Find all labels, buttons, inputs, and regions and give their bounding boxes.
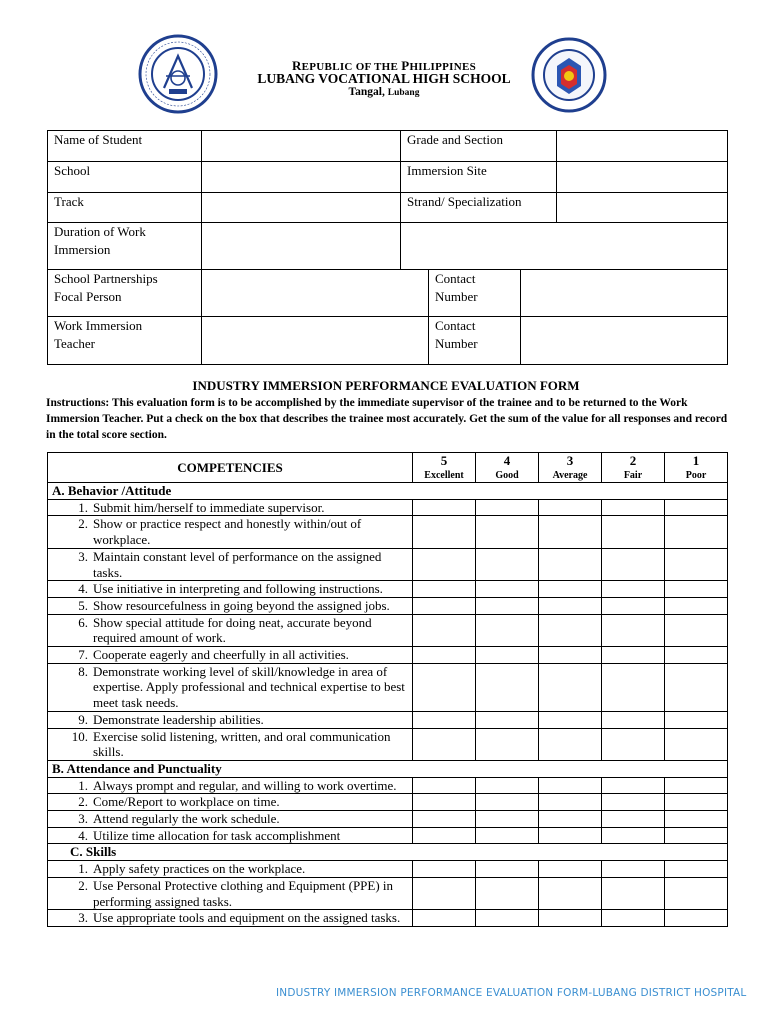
rating-checkbox-2[interactable] [602, 711, 665, 728]
competency-text [48, 614, 413, 646]
competency-text [48, 794, 413, 811]
competency-row [48, 827, 728, 844]
rating-checkbox-5[interactable] [413, 548, 476, 580]
republic-line: REPUBLIC OF THE PHILIPPINES [291, 58, 477, 73]
item-description: Show resourcefulness in going beyond the assigned jobs. [93, 597, 390, 613]
rating-checkbox-3[interactable] [539, 910, 602, 927]
competency-row [48, 728, 728, 760]
item-description: Show or practice respect and honestly within/out of workplace. [93, 516, 362, 548]
competency-row [48, 548, 728, 580]
rating-checkbox-5[interactable] [413, 597, 476, 614]
student-info-table [47, 130, 728, 270]
field-track[interactable] [202, 193, 401, 223]
rating-checkbox-2[interactable] [602, 516, 665, 548]
rating-checkbox-1[interactable] [665, 777, 728, 794]
rating-checkbox-1[interactable] [665, 581, 728, 598]
competency-text [48, 663, 413, 711]
rating-checkbox-2[interactable] [602, 728, 665, 760]
rating-checkbox-2[interactable] [602, 663, 665, 711]
rating-checkbox-4[interactable] [476, 548, 539, 580]
rating-checkbox-1[interactable] [665, 827, 728, 844]
field-partnerships[interactable] [202, 270, 429, 317]
rating-checkbox-5[interactable] [413, 711, 476, 728]
rating-checkbox-2[interactable] [602, 581, 665, 598]
item-number: 10. [71, 728, 88, 744]
rating-checkbox-2[interactable] [602, 910, 665, 927]
competency-text [48, 877, 413, 909]
item-description: Use Personal Protective clothing and Equipment (PPE) in performing assigned tasks. [93, 877, 394, 909]
rating-checkbox-2[interactable] [602, 597, 665, 614]
item-number: 9. [78, 711, 88, 727]
rating-checkbox-5[interactable] [413, 728, 476, 760]
rating-checkbox-5[interactable] [413, 647, 476, 664]
label-contact-1: Contact Number [429, 270, 521, 317]
rating-checkbox-4[interactable] [476, 861, 539, 878]
rating-checkbox-1[interactable] [665, 597, 728, 614]
rating-checkbox-5[interactable] [413, 794, 476, 811]
rating-checkbox-4[interactable] [476, 499, 539, 516]
item-description: Utilize time allocation for task accomplishment [93, 827, 341, 843]
rating-checkbox-3[interactable] [539, 647, 602, 664]
item-description: Demonstrate leadership abilities. [93, 711, 264, 727]
rating-checkbox-3[interactable] [539, 548, 602, 580]
rating-checkbox-5[interactable] [413, 777, 476, 794]
instructions: Instructions: This evaluation form is to be accomplished by the immediate supervisor of the trainee and to be returned to the Work Immersion Teacher. Put a check on the box that describes the trainee most accurately. Get the sum of the value for all responses and record in the total score section. [46, 397, 728, 441]
competency-row [48, 663, 728, 711]
rating-header-2: 2 Fair [602, 453, 665, 483]
section-c-header: C. Skills [48, 844, 728, 861]
rating-checkbox-3[interactable] [539, 827, 602, 844]
rating-checkbox-4[interactable] [476, 711, 539, 728]
rating-checkbox-3[interactable] [539, 581, 602, 598]
label-teacher: Work Immersion Teacher [48, 317, 202, 365]
item-number: 1. [78, 861, 88, 877]
competency-text [48, 777, 413, 794]
section-b-header: B. Attendance and Punctuality [48, 760, 728, 777]
label-duration: Duration of Work Immersion [48, 223, 202, 270]
label-name-of-student: Name of Student [48, 131, 202, 162]
rating-checkbox-4[interactable] [476, 597, 539, 614]
rating-checkbox-1[interactable] [665, 728, 728, 760]
rating-checkbox-4[interactable] [476, 910, 539, 927]
footer-text: INDUSTRY IMMERSION PERFORMANCE EVALUATION FORM-LUBANG DISTRICT HOSPITAL [276, 987, 747, 999]
field-contact-1[interactable] [521, 270, 728, 317]
rating-header-1: 1 Poor [665, 453, 728, 483]
competency-text [48, 597, 413, 614]
rating-checkbox-3[interactable] [539, 794, 602, 811]
rating-checkbox-5[interactable] [413, 614, 476, 646]
competencies-header: COMPETENCIES [48, 453, 413, 483]
rating-checkbox-2[interactable] [602, 647, 665, 664]
section-a-header: A. Behavior /Attitude [48, 483, 728, 500]
item-number: 3. [78, 548, 88, 564]
rating-checkbox-5[interactable] [413, 877, 476, 909]
item-description: Use initiative in interpreting and following instructions. [93, 581, 383, 597]
competency-row [48, 777, 728, 794]
rating-checkbox-4[interactable] [476, 827, 539, 844]
rating-checkbox-4[interactable] [476, 614, 539, 646]
item-number: 4. [78, 581, 88, 597]
rating-checkbox-3[interactable] [539, 516, 602, 548]
rating-checkbox-2[interactable] [602, 794, 665, 811]
rating-checkbox-5[interactable] [413, 910, 476, 927]
field-grade-section[interactable] [557, 131, 728, 162]
rating-checkbox-5[interactable] [413, 581, 476, 598]
rating-checkbox-2[interactable] [602, 877, 665, 909]
field-name-of-student[interactable] [202, 131, 401, 162]
competency-table [47, 452, 728, 927]
rating-checkbox-4[interactable] [476, 581, 539, 598]
item-number: 3. [78, 910, 88, 926]
competency-row [48, 910, 728, 927]
item-description: Always prompt and regular, and willing to work overtime. [93, 777, 397, 793]
competency-row [48, 711, 728, 728]
competency-row [48, 877, 728, 909]
rating-checkbox-5[interactable] [413, 811, 476, 828]
item-number: 2. [78, 877, 88, 893]
competency-row [48, 499, 728, 516]
school-address: Tangal, Lubang [348, 86, 420, 98]
item-number: 8. [78, 663, 88, 679]
rating-checkbox-2[interactable] [602, 548, 665, 580]
rating-checkbox-4[interactable] [476, 516, 539, 548]
item-number: 6. [78, 614, 88, 630]
label-strand: Strand/ Specialization [401, 193, 557, 223]
contact-info-table [47, 269, 728, 365]
rating-checkbox-5[interactable] [413, 861, 476, 878]
competency-row [48, 516, 728, 548]
item-description: Attend regularly the work schedule. [93, 811, 280, 827]
competency-text [48, 581, 413, 598]
competency-text [48, 516, 413, 548]
form-title: INDUSTRY IMMERSION PERFORMANCE EVALUATION FORM [192, 378, 580, 393]
rating-checkbox-3[interactable] [539, 811, 602, 828]
rating-checkbox-3[interactable] [539, 614, 602, 646]
item-number: 3. [78, 811, 88, 827]
item-number: 4. [78, 827, 88, 843]
rating-checkbox-3[interactable] [539, 597, 602, 614]
rating-checkbox-5[interactable] [413, 827, 476, 844]
item-description: Maintain constant level of performance on the assigned tasks. [93, 548, 382, 580]
item-number: 1. [78, 499, 88, 515]
rating-checkbox-2[interactable] [602, 861, 665, 878]
item-description: Cooperate eagerly and cheerfully in all activities. [93, 647, 349, 663]
rating-checkbox-1[interactable] [665, 811, 728, 828]
competency-text [48, 647, 413, 664]
competency-text [48, 811, 413, 828]
rating-checkbox-4[interactable] [476, 647, 539, 664]
rating-checkbox-4[interactable] [476, 811, 539, 828]
competency-row [48, 794, 728, 811]
competency-text [48, 728, 413, 760]
label-partnerships: School Partnerships Focal Person [48, 270, 202, 317]
school-name: LUBANG VOCATIONAL HIGH SCHOOL [257, 71, 511, 86]
field-duration[interactable] [202, 223, 401, 270]
competency-row [48, 811, 728, 828]
rating-checkbox-1[interactable] [665, 861, 728, 878]
rating-checkbox-2[interactable] [602, 827, 665, 844]
competency-row [48, 614, 728, 646]
competency-row [48, 581, 728, 598]
label-school: School [48, 162, 202, 193]
rating-checkbox-1[interactable] [665, 877, 728, 909]
competency-row [48, 597, 728, 614]
rating-checkbox-5[interactable] [413, 516, 476, 548]
rating-header-3: 3 Average [539, 453, 602, 483]
rating-checkbox-3[interactable] [539, 777, 602, 794]
field-duration-extra[interactable] [401, 223, 728, 270]
rating-checkbox-2[interactable] [602, 499, 665, 516]
rating-checkbox-1[interactable] [665, 663, 728, 711]
item-number: 1. [78, 777, 88, 793]
rating-checkbox-3[interactable] [539, 499, 602, 516]
rating-header-5: 5 Excellent [413, 453, 476, 483]
rating-checkbox-1[interactable] [665, 548, 728, 580]
item-description: Show special attitude for doing neat, accurate beyond required amount of work. [93, 614, 372, 646]
rating-checkbox-2[interactable] [602, 614, 665, 646]
competency-text [48, 499, 413, 516]
rating-checkbox-1[interactable] [665, 647, 728, 664]
rating-checkbox-1[interactable] [665, 614, 728, 646]
rating-checkbox-4[interactable] [476, 663, 539, 711]
item-number: 2. [78, 516, 88, 532]
rating-checkbox-1[interactable] [665, 711, 728, 728]
rating-checkbox-3[interactable] [539, 663, 602, 711]
rating-checkbox-3[interactable] [539, 711, 602, 728]
rating-checkbox-3[interactable] [539, 877, 602, 909]
competency-text [48, 910, 413, 927]
rating-checkbox-1[interactable] [665, 910, 728, 927]
competency-text [48, 827, 413, 844]
item-description: Submit him/herself to immediate supervisor. [93, 499, 325, 515]
rating-header-4: 4 Good [476, 453, 539, 483]
field-immersion-site[interactable] [557, 162, 728, 193]
competency-text [48, 861, 413, 878]
item-description: Apply safety practices on the workplace. [93, 861, 306, 877]
field-strand[interactable] [557, 193, 728, 223]
item-description: Come/Report to workplace on time. [93, 794, 280, 810]
label-track: Track [48, 193, 202, 223]
item-description: Use appropriate tools and equipment on the assigned tasks. [93, 910, 401, 926]
item-number: 2. [78, 794, 88, 810]
rating-checkbox-3[interactable] [539, 861, 602, 878]
rating-checkbox-2[interactable] [602, 777, 665, 794]
rating-checkbox-4[interactable] [476, 728, 539, 760]
rating-checkbox-5[interactable] [413, 663, 476, 711]
label-grade-section: Grade and Section [401, 131, 557, 162]
item-number: 5. [78, 597, 88, 613]
rating-checkbox-3[interactable] [539, 728, 602, 760]
rating-checkbox-1[interactable] [665, 794, 728, 811]
competency-text [48, 711, 413, 728]
competency-text [48, 548, 413, 580]
field-contact-2[interactable] [521, 317, 728, 365]
rating-checkbox-4[interactable] [476, 794, 539, 811]
item-number: 7. [78, 647, 88, 663]
item-description: Exercise solid listening, written, and oral communication skills. [93, 728, 391, 760]
rating-checkbox-2[interactable] [602, 811, 665, 828]
rating-checkbox-1[interactable] [665, 499, 728, 516]
competency-row [48, 861, 728, 878]
item-description: Demonstrate working level of skill/knowledge in area of expertise. Apply professional and technical expertise to best meet task needs. [93, 663, 405, 711]
label-contact-2: Contact Number [429, 317, 521, 365]
label-immersion-site: Immersion Site [401, 162, 557, 193]
rating-checkbox-1[interactable] [665, 516, 728, 548]
rating-checkbox-4[interactable] [476, 877, 539, 909]
competency-row [48, 647, 728, 664]
field-teacher[interactable] [202, 317, 429, 365]
rating-checkbox-5[interactable] [413, 499, 476, 516]
rating-checkbox-4[interactable] [476, 777, 539, 794]
field-school[interactable] [202, 162, 401, 193]
